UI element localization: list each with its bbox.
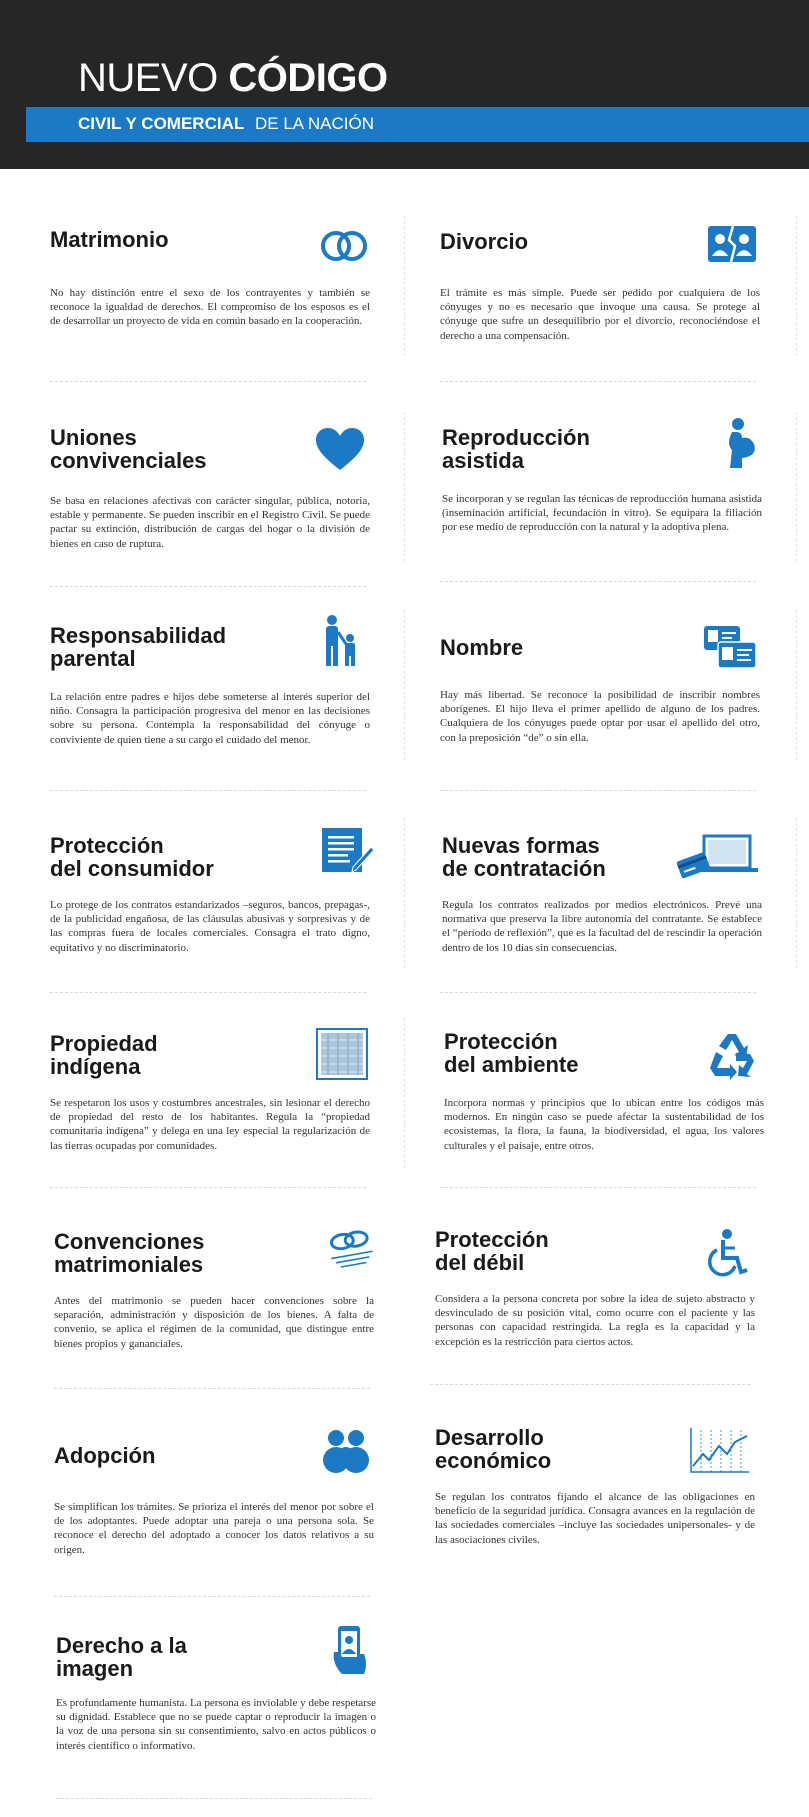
divider xyxy=(50,790,366,791)
card-text: Incorpora normas y principios que lo ubican entre los códigos más modernos. En ningún caso se puede afectar la sustentabilidad de los ecosistemas, la flora, la fauna, la biodiversidad, el agua, los valores culturales y el paisaje, entre otros. xyxy=(444,1097,764,1152)
growth-chart-icon xyxy=(687,1424,751,1476)
column-divider xyxy=(796,412,797,562)
page-subtitle xyxy=(78,114,374,134)
divider xyxy=(440,1187,756,1188)
phone-photo-icon xyxy=(326,1624,382,1676)
card-title: Divorcio xyxy=(440,229,529,254)
card-text: Se basa en relaciones afectivas con carácter singular, pública, notoria, estable y permanente. Se pueden inscribir en el Registro Civil. Se puede pactar su extinción, distribución de cargas del hogar o la división de bienes en caso de ruptura. xyxy=(50,495,370,550)
rings-icon xyxy=(316,222,372,274)
card-title: Responsabilidad parental xyxy=(50,623,227,671)
id-cards-icon xyxy=(702,622,758,674)
card-title: Protección del consumidor xyxy=(50,833,214,881)
card-title: Nuevas formas de contratación xyxy=(442,833,606,881)
card-text: Se incorporan y se regulan las técnicas de reproducción humana asistida (inseminación artificial, fecundación in vitro). Se equipara la filiación por ese medio de reproducción con la natural y la adoptiva plena. xyxy=(442,493,762,534)
rings-stamp-icon xyxy=(324,1224,380,1276)
column-divider xyxy=(796,216,797,356)
pregnant-woman-icon xyxy=(712,416,768,468)
column-divider xyxy=(796,610,797,760)
card-text: Es profundamente humanista. La persona es inviolable y debe respetarse su dignidad. Establece que no se puede captar o reproducir la imagen o la voz de una persona sin su consentimiento, salvo en actos públicos o interés científico o informativo. xyxy=(56,1697,376,1752)
title-bold: CÓDIGO xyxy=(228,56,388,100)
card-title: Protección del ambiente xyxy=(444,1029,579,1077)
broken-couple-photo-icon xyxy=(704,220,760,272)
divider xyxy=(50,992,366,993)
card-title: Protección del débil xyxy=(435,1227,549,1275)
heart-icon xyxy=(312,424,368,476)
card-title: Propiedad indígena xyxy=(50,1031,158,1079)
column-divider xyxy=(404,412,405,562)
card-text: Regula los contratos realizados por medios electrónicos. Prevé una normativa que preserva la libre autonomía del contratante. Se establece el “período de reflexión”, que es la facultad del de rescindir la operación dentro de los 10 días sin consecuencias. xyxy=(442,899,762,954)
column-divider xyxy=(404,818,405,968)
parent-child-icon xyxy=(316,614,372,666)
card-text: Se respetaron los usos y costumbres ancestrales, sin lesionar el derecho de propiedad del resto de los habitantes. Regula la “propiedad comunitaria indígena” y delega en una ley especial la regularización de las tierras ocupadas por comunidades. xyxy=(50,1097,370,1152)
divider xyxy=(56,1798,372,1799)
divider xyxy=(50,586,366,587)
family-group-icon xyxy=(318,1426,374,1478)
card-title: Derecho a la imagen xyxy=(56,1633,187,1681)
divider xyxy=(50,381,366,382)
recycle-icon xyxy=(706,1028,762,1080)
card-title: Uniones convivenciales xyxy=(50,425,207,473)
card-text: El trámite es más simple. Puede ser pedido por cualquiera de los cónyuges y no es necesario que invoque una causa. Se protege al cónyuge que sufre un desequilibrio por el divorcio, reconociéndose el derecho a una compensación. xyxy=(440,287,760,342)
header-banner xyxy=(0,0,809,169)
card-title: Matrimonio xyxy=(50,227,169,252)
column-divider xyxy=(404,216,405,356)
column-divider xyxy=(404,1018,405,1168)
card-text: Se regulan los contratos fijando el alcance de las obligaciones en beneficio de la seguridad jurídica. Consagra avances en la regulación de las sociedades comerciales –incluye las sociedades unipersonales- y de las asociaciones civiles. xyxy=(435,1491,755,1546)
divider xyxy=(440,581,756,582)
card-title: Reproducción asistida xyxy=(442,425,590,473)
divider xyxy=(50,1187,366,1188)
subtitle-band xyxy=(26,107,809,142)
subtitle-bold: CIVIL Y COMERCIAL xyxy=(78,114,245,133)
divider xyxy=(54,1596,370,1597)
subtitle-light: DE LA NACIÓN xyxy=(254,114,375,133)
divider xyxy=(440,992,756,993)
card-text: Antes del matrimonio se pueden hacer convenciones sobre la separación, administración y disposición de los bienes. A falta de convenio, se aplica el régimen de la comunidad, que distingue entre bienes propios y gananciales. xyxy=(54,1295,374,1350)
card-text: No hay distinción entre el sexo de los contrayentes y también se reconoce la igualdad de derechos. El compromiso de los esposos es el de desarrollar un proyecto de vida en común basado en la cooperación. xyxy=(50,287,370,328)
card-text: Hay más libertad. Se reconoce la posibilidad de inscribir nombres aborígenes. El hijo lleva el primer apellido de alguno de los padres. Cualquiera de los cónyuges puede optar por usar el apellido del otro, con la preposición “de” o sin ella. xyxy=(440,689,760,744)
indigenous-pattern-icon xyxy=(316,1028,368,1080)
card-text: Se simplifican los trámites. Se prioriza el interés del menor por sobre el de los adoptantes. Puede adoptar una pareja o una persona sola. Se reconoce el derecho del adoptado a conocer los datos relativos a su origen. xyxy=(54,1501,374,1556)
divider xyxy=(54,1388,370,1389)
card-text: Considera a la persona concreta por sobre la idea de sujeto abstracto y desvinculado de su posición vital, como ocurre con el paciente y las personas con capacidad restringida. La regla es la capacidad y la excepción es la restricción para ciertos actos. xyxy=(435,1293,755,1348)
card-title: Nombre xyxy=(440,635,524,660)
document-pen-icon xyxy=(320,826,376,878)
column-divider xyxy=(796,818,797,968)
wheelchair-icon xyxy=(703,1228,759,1280)
card-text: La relación entre padres e hijos debe someterse al interés superior del niño. Consagra la participación progresiva del menor en las decisiones sobre su persona. Contempla la responsabilidad del cónyuge o conviviente de quien tiene a su cargo el cuidado del menor. xyxy=(50,691,370,746)
card-title: Convenciones matrimoniales xyxy=(54,1229,205,1277)
column-divider xyxy=(404,610,405,760)
divider xyxy=(440,381,756,382)
page-title xyxy=(78,56,388,101)
divider xyxy=(440,790,756,791)
card-title: Adopción xyxy=(54,1443,156,1468)
title-light: NUEVO xyxy=(78,56,218,100)
laptop-card-icon xyxy=(676,830,760,882)
card-text: Lo protege de los contratos estandarizados –seguros, bancos, prepagas-, de la publicidad engañosa, de las cláusulas abusivas y sorpresivas y de las compras fuera de locales comerciales. Consagra el trato digno, equitativo y no discriminatorio. xyxy=(50,899,370,954)
card-title: Desarrollo económico xyxy=(435,1425,552,1473)
divider xyxy=(430,1384,750,1385)
